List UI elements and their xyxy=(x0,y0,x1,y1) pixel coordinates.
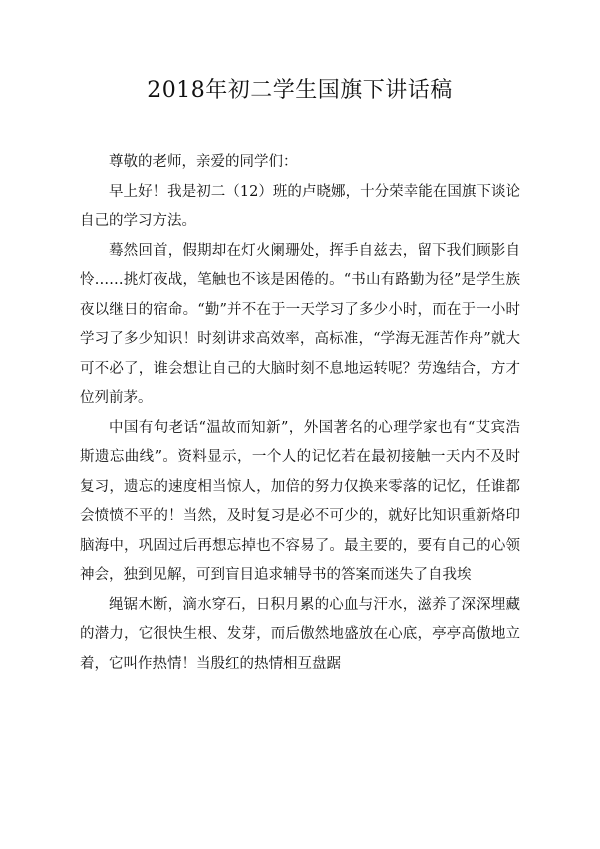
greeting-paragraph: 早上好！我是初二（12）班的卢晓娜，十分荣幸能在国旗下谈论自己的学习方法。 xyxy=(80,183,520,229)
diligence-paragraph: 蓦然回首，假期却在灯火阑珊处，挥手自兹去，留下我们顾影自怜……挑灯夜战，笔触也不该是困倦的。“书山有路勤为径”是学生族夜以继日的宿命。“勤”并不在于一天学习了多少小时，而在于一小时学习了多少知识！时刻讲求高效率，高标准，“学海无涯苦作舟”就大可不必了，谁会想让自己的大脑时刻不息地运转呢？劳逸结合，方才位列前茅。 xyxy=(80,242,520,406)
document-title: 2018年初二学生国旗下讲话稿 xyxy=(147,78,453,103)
passion-paragraph: 绳锯木断，滴水穿石，日积月累的心血与汗水，滋养了深深埋藏的潜力，它很快生根、发芽，而后傲然地盛放在心底，亭亭高傲地立着，它叫作热情！当殷红的热情相互盘踞 xyxy=(80,596,520,672)
salutation-paragraph: 尊敬的老师，亲爱的同学们： xyxy=(109,154,298,170)
review-paragraph: 中国有句老话“温故而知新”，外国著名的心理学家也有“艾宾浩斯遗忘曲线”。资料显示，一个人的记忆若在最初接触一天内不及时复习，遗忘的速度相当惊人，加倍的努力仅换来零落的记忆，任谁都会愤愤不平的！当然，及时复习是必不可少的，就好比知识重新烙印脑海中，巩固过后再想忘掉也不容易了。最主要的，要有自己的心领神会，独到见解，可到盲目追求辅导书的答案而迷失了自我埃 xyxy=(80,419,520,583)
document-body xyxy=(80,148,520,679)
